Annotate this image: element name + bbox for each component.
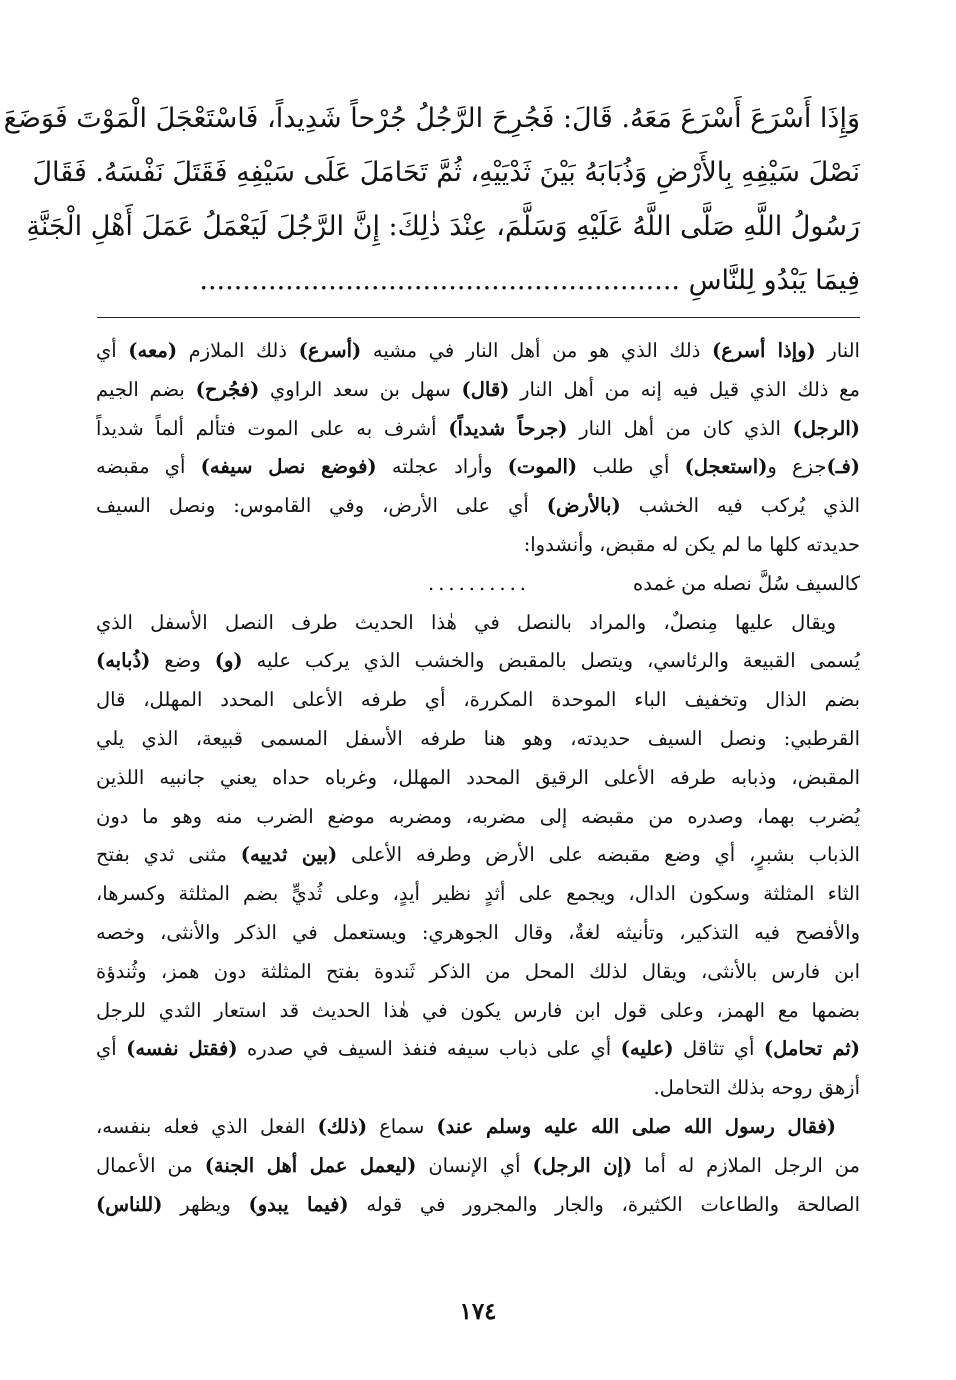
commentary-line: (فقال رسول الله صلى الله عليه وسلم عند) سماع (ذلك) الفعل الذي فعله بنفسه، (96, 1114, 836, 1138)
separator-rule (97, 317, 860, 318)
poetry-verse (96, 565, 860, 604)
commentary-line: ابن فارس بالأنثى، ويقال لذلك المحل من الذكر ثَندوة بفتح المثلثة دون همز، وثُندؤة (96, 959, 860, 983)
hadith-line-3: رَسُولُ اللَّهِ صَلَّى اللَّهُ عَلَيْهِ وَسَلَّمَ، عِنْدَ ذٰلِكَ: إِنَّ الرَّجُلَ لَيَعْمَلُ عَمَلَ أَهْلِ الْجَنَّةِ (26, 211, 860, 242)
commentary-line: ويقال عليها مِنصلٌ، والمراد بالنصل في هٰذا الحديث طرف النصل الأسفل الذي (96, 610, 836, 634)
commentary-line: القرطبي: ونصل السيف حديدته، وهو هنا طرفه الأسفل المسمى قبيعة، الذي يلي (96, 726, 860, 750)
commentary-line: يُسمى القبيعة والرئاسي، ويتصل بالمقبض والخشب الذي يركب عليه (و) وضع (ذُبابه) (96, 649, 860, 673)
commentary-line: بضم الذال وتخفيف الباء الموحدة المكررة، أي طرفه الأعلى المحدد المهلل، قال (96, 688, 860, 712)
hadith-line-1: وَإِذَا أَسْرَعَ أَسْرَعَ مَعَهُ. قَالَ: فَجُرِحَ الرَّجُلُ جُرْحاً شَدِيداً، فَاسْتَعْجَلَ الْمَوْتَ فَوَضَعَ (3, 103, 860, 134)
commentary-line: مع ذلك الذي قيل فيه إنه من أهل النار (قال) سهل بن سعد الراوي (فجُرح) بضم الجيم (96, 377, 860, 401)
verse-dots: .......... (428, 571, 530, 595)
commentary-line: يُضرب بهما، وصدره من مقبضه إلى مضربه، ومضربه موضع الضرب منه وهو ما دون (96, 804, 860, 828)
page-number: ١٧٤ (459, 1298, 497, 1325)
commentary-line: من الرجل الملازم له أما (إن الرجل) أي الإنسان (ليعمل عمل أهل الجنة) من الأعمال (96, 1153, 860, 1177)
commentary-line: (ثم تحامل) أي تثاقل (عليه) أي على ذباب سيفه فنفذ السيف في صدره (فقتل نفسه) أي (96, 1037, 860, 1061)
commentary-line: (فـ)جزع و(استعجل) أي طلب (الموت) وأراد عجلته (فوضع نصل سيفه) أي مقبضه (96, 455, 860, 479)
commentary-line: حديدته كلها ما لم يكن له مقبض، وأنشدوا: (523, 532, 860, 556)
hadith-line-4: فِيمَا يَبْدُو لِلنَّاسِ ........................................................ (199, 265, 860, 296)
hadith-line-2: نَصْلَ سَيْفِهِ بِالأَرْضِ وَذُبَابَهُ بَيْنَ ثَدْيَيْهِ، ثُمَّ تَحَامَلَ عَلَى سَيْفِهِ فَقَتَلَ نَفْسَهُ. فَقَالَ (32, 157, 860, 188)
hadith-text (3, 92, 860, 308)
commentary-line: أزهق روحه بذلك التحامل. (653, 1076, 860, 1100)
commentary-line: الثاء المثلثة وسكون الدال، ويجمع على أثدٍ نظير أيدٍ، وعلى ثُديٍّ بضم المثلثة وكسرها، (96, 882, 860, 906)
commentary-line: والأفصح فيه التذكير، وتأنيثه لغةٌ، وقال الجوهري: ويستعمل في الذكر والأنثى، وخصه (96, 920, 860, 944)
commentary-line: المقبض، وذبابه طرفه الأعلى الرقيق المحدد المهلل، وغرباه حداه يعني جانبيه اللذين (96, 765, 860, 789)
commentary-text (96, 332, 860, 1224)
commentary-line: بضمها مع الهمز، وعلى قول ابن فارس يكون في هٰذا الحديث قد استعار الثدي للرجل (96, 998, 860, 1022)
commentary-line: النار (وإذا أسرع) ذلك الذي هو من أهل النار في مشيه (أسرع) ذلك الملازم (معه) أي (96, 339, 860, 362)
verse-text: كالسيف سُلَّ نصله من غمده (633, 571, 860, 595)
commentary-line: الذباب بشبرٍ، أي وضع مقبضه على الأرض وطرفه الأعلى (بين ثدييه) مثنى ثدي بفتح (96, 843, 860, 867)
commentary-line: (الرجل) الذي كان من أهل النار (جرحاً شديداً) أشرف به على الموت فتألم ألماً شديداً (96, 416, 860, 440)
commentary-line: الصالحة والطاعات الكثيرة، والجار والمجرور في قوله (فيما يبدو) ويظهر (للناس) (96, 1192, 860, 1216)
commentary-line: الذي يُركب فيه الخشب (بالأرض) أي على الأرض، وفي القاموس: ونصل السيف (96, 494, 861, 518)
